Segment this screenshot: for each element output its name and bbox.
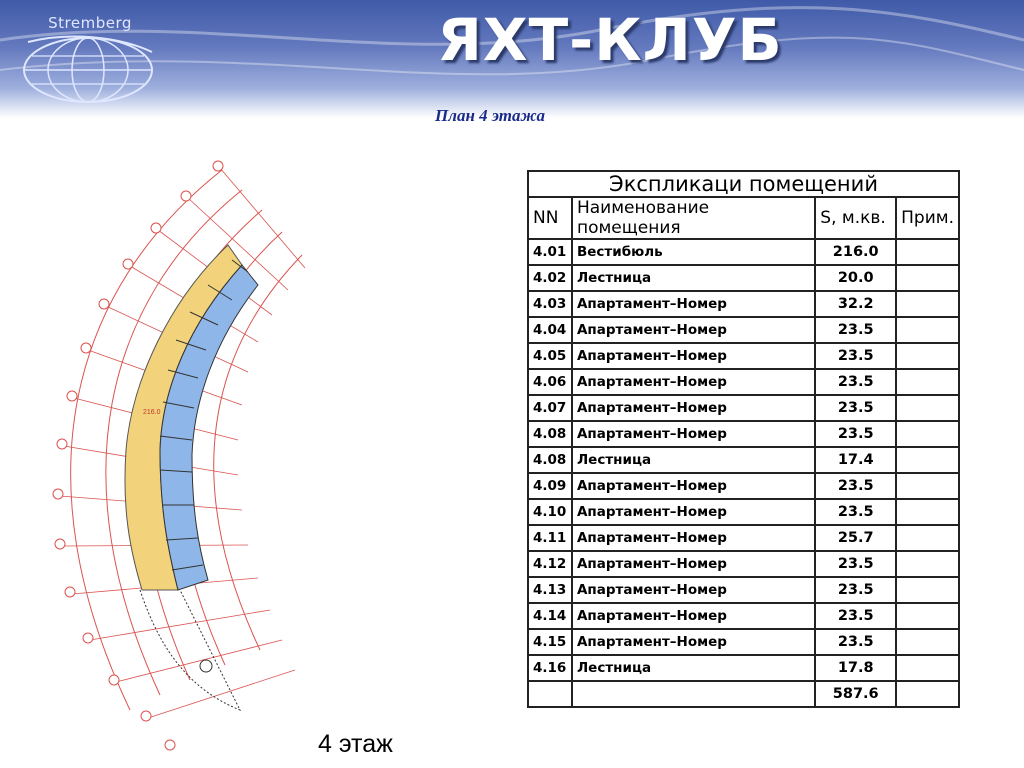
column-header-name: Наименование помещения [572,197,815,239]
cell-note [896,265,959,291]
cell-note [896,395,959,421]
table-row [528,603,959,629]
table-row [528,473,959,499]
cell-area: 17.4 [815,447,896,473]
cell-area: 23.5 [815,603,896,629]
cell-area: 25.7 [815,525,896,551]
cell-note [896,577,959,603]
table-row [528,525,959,551]
cell-name: Апартамент–Номер [572,551,815,577]
table-row [528,499,959,525]
cell-note [896,317,959,343]
cell-area: 23.5 [815,473,896,499]
cell-note [896,681,959,707]
column-header-note: Прим. [896,197,959,239]
cell-name: Апартамент–Номер [572,343,815,369]
cell-note [896,291,959,317]
table-row [528,447,959,473]
cell-name: Апартамент–Номер [572,603,815,629]
cell-note [896,473,959,499]
cell-nn [528,681,572,707]
cell-note [896,239,959,265]
cell-name: Апартамент–Номер [572,395,815,421]
table-row [528,343,959,369]
cell-area: 23.5 [815,499,896,525]
cell-area: 23.5 [815,317,896,343]
cell-name: Вестибюль [572,239,815,265]
cell-note [896,551,959,577]
cell-nn: 4.12 [528,551,572,577]
cell-nn: 4.02 [528,265,572,291]
cell-note [896,525,959,551]
table-row [528,629,959,655]
vestibule-area-label: 216.0 [143,409,161,416]
explication-body [528,239,959,707]
cell-name: Апартамент–Номер [572,499,815,525]
cell-area: 23.5 [815,629,896,655]
cell-note [896,447,959,473]
cell-nn: 4.13 [528,577,572,603]
table-row [528,239,959,265]
cell-name: Апартамент–Номер [572,291,815,317]
cell-note [896,343,959,369]
cell-nn: 4.03 [528,291,572,317]
cell-nn: 4.06 [528,369,572,395]
cell-nn: 4.16 [528,655,572,681]
table-row [528,395,959,421]
table-row [528,317,959,343]
pier-marker [200,660,212,672]
cell-area: 32.2 [815,291,896,317]
cell-nn: 4.10 [528,499,572,525]
cell-name: Апартамент–Номер [572,369,815,395]
cell-nn: 4.07 [528,395,572,421]
cell-area: 216.0 [815,239,896,265]
cell-name: Лестница [572,265,815,291]
page-subtitle: План 4 этажа [435,106,545,125]
table-row [528,655,959,681]
cell-name [572,681,815,707]
cell-nn: 4.14 [528,603,572,629]
table-row [528,265,959,291]
cell-note [896,369,959,395]
cell-nn: 4.11 [528,525,572,551]
cell-area: 23.5 [815,551,896,577]
pier-outline [140,590,240,710]
cell-nn: 4.09 [528,473,572,499]
table-row [528,421,959,447]
cell-nn: 4.05 [528,343,572,369]
page-title: ЯХТ-КЛУБ [437,6,783,74]
cell-nn: 4.01 [528,239,572,265]
cell-name: Апартамент–Номер [572,525,815,551]
table-row [528,551,959,577]
explication-table [527,170,960,708]
cell-nn: 4.04 [528,317,572,343]
cell-area: 17.8 [815,655,896,681]
cell-area: 23.5 [815,577,896,603]
cell-note [896,603,959,629]
cell-name: Апартамент–Номер [572,629,815,655]
cell-name: Апартамент–Номер [572,317,815,343]
cell-area: 23.5 [815,395,896,421]
cell-note [896,655,959,681]
cell-nn: 4.08 [528,447,572,473]
cell-area: 23.5 [815,369,896,395]
column-header-area: S, м.кв. [815,197,896,239]
cell-note [896,629,959,655]
explication-table-wrapper [527,170,960,708]
cell-area: 20.0 [815,265,896,291]
cell-name: Апартамент–Номер [572,421,815,447]
cell-name: Лестница [572,655,815,681]
cell-note [896,421,959,447]
floor-plan-drawing [10,150,510,760]
cell-nn: 4.15 [528,629,572,655]
table-row [528,369,959,395]
cell-name: Апартамент–Номер [572,577,815,603]
cell-nn: 4.08 [528,421,572,447]
logo-text: Stremberg [48,14,132,32]
cell-name: Лестница [572,447,815,473]
explication-title: Экспликаци помещений [528,171,959,197]
table-row [528,577,959,603]
cell-name: Апартамент–Номер [572,473,815,499]
cell-note [896,499,959,525]
cell-area: 23.5 [815,343,896,369]
table-row [528,291,959,317]
cell-area: 587.6 [815,681,896,707]
cell-area: 23.5 [815,421,896,447]
floor-caption: 4 этаж [318,730,393,758]
table-row [528,681,959,707]
column-header-nn: NN [528,197,572,239]
